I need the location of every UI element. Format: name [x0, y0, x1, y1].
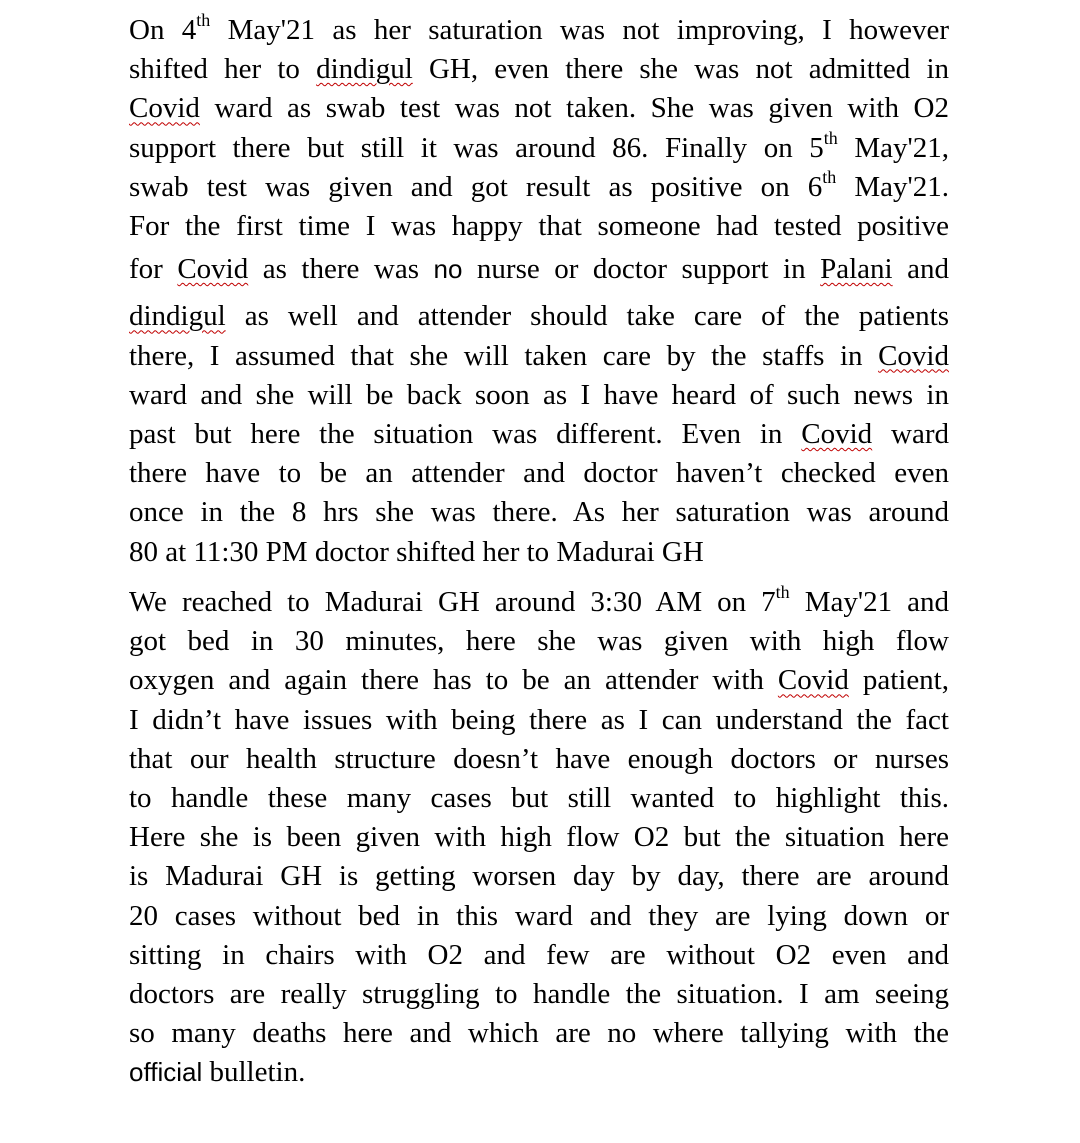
text-line: [129, 898, 949, 934]
superscript: th: [823, 127, 838, 148]
text-run: shifted her to: [129, 53, 317, 86]
text-run: 80 at 11:30 PM doctor shifted her to Madurai GH: [129, 535, 704, 568]
text-line: [129, 1015, 949, 1051]
text-run: ward: [872, 418, 949, 450]
text-run: May'21 and: [789, 586, 949, 618]
text-line: [129, 416, 949, 452]
text-line: [129, 1054, 949, 1090]
text-line: [129, 377, 949, 413]
misspelled-word: Covid: [801, 418, 873, 450]
superscript: th: [196, 10, 211, 31]
text-run: as well and attender should take care of the patients: [225, 300, 949, 333]
text-run: no: [433, 254, 463, 285]
text-line: [129, 534, 949, 570]
text-line: [129, 494, 949, 530]
text-run: that our health structure doesn’t have enough doctors or nurses: [129, 742, 949, 775]
text-run: May'21,: [837, 131, 949, 164]
text-run: 20 cases without bed in this ward and they are lying down or: [129, 899, 949, 932]
text-line: [129, 90, 949, 126]
text-run: bulletin.: [202, 1056, 306, 1089]
text-run: got bed in 30 minutes, here she was given with high flow: [129, 625, 949, 658]
text-run: to handle these many cases but still wanted to highlight this.: [129, 782, 949, 814]
text-run: oxygen and again there has to be an attender with: [129, 664, 778, 697]
misspelled-word: Covid: [177, 253, 249, 286]
text-run: past but here the situation was different. Even in: [129, 418, 802, 450]
superscript: th: [822, 167, 837, 188]
text-line: [129, 127, 949, 166]
text-line: [129, 976, 949, 1012]
text-line: [129, 741, 949, 777]
misspelled-word: Palani: [820, 253, 893, 286]
text-run: and: [892, 253, 949, 286]
text-line: [129, 208, 949, 244]
text-run: as there was: [248, 253, 434, 286]
text-run: On 4: [129, 14, 197, 46]
text-run: swab test was given and got result as positive on 6: [129, 170, 823, 203]
text-line: [129, 819, 949, 855]
text-line: [129, 662, 949, 698]
text-line: [129, 51, 949, 87]
text-run: so many deaths here and which are no where tallying with the: [129, 1017, 949, 1050]
text-line: [129, 623, 949, 659]
superscript: th: [775, 582, 790, 603]
text-run: doctors are really struggling to handle the situation. I am seeing: [129, 978, 949, 1010]
text-run: Here she is been given with high flow O2 but the situation here: [129, 821, 949, 854]
text-line: [129, 858, 949, 894]
text-run: support there but still it was around 86. Finally on 5: [129, 131, 824, 164]
text-line: [129, 298, 949, 334]
text-run: once in the 8 hrs she was there. As her saturation was around: [129, 496, 949, 529]
text-line: [129, 338, 949, 374]
text-run: I didn’t have issues with being there as I can understand the fact: [129, 703, 949, 736]
text-run: for: [129, 253, 178, 286]
text-line: [129, 780, 949, 816]
text-run: GH, even there she was not admitted in: [412, 53, 950, 86]
text-run: patient,: [848, 664, 949, 697]
text-run: May'21.: [836, 170, 949, 203]
text-line: [129, 937, 949, 973]
text-run: there, I assumed that she will taken care by the staffs in: [129, 339, 879, 372]
text-line: [129, 702, 949, 738]
text-run: nurse or doctor support in: [462, 253, 821, 286]
misspelled-word: Covid: [777, 664, 849, 697]
text-run: May'21 as her saturation was not improving, I however: [210, 14, 949, 46]
misspelled-word: dindigul: [316, 53, 413, 86]
misspelled-word: Covid: [878, 339, 949, 372]
text-run: We reached to Madurai GH around 3:30 AM on 7: [129, 586, 776, 618]
text-line: [129, 455, 949, 491]
misspelled-word: Covid: [129, 92, 200, 125]
misspelled-word: dindigul: [129, 300, 226, 333]
text-run: sitting in chairs with O2 and few are without O2 even and: [129, 938, 949, 971]
text-line: [129, 251, 949, 287]
text-run: there have to be an attender and doctor haven’t checked even: [129, 457, 949, 490]
text-run: is Madurai GH is getting worsen day by day, there are around: [129, 860, 949, 893]
text-run: For the first time I was happy that someone had tested positive: [129, 210, 949, 242]
text-line: [129, 584, 949, 620]
text-line: [129, 12, 949, 48]
text-run: official: [129, 1057, 203, 1088]
text-run: ward as swab test was not taken. She was given with O2: [199, 92, 949, 125]
text-run: ward and she will be back soon as I have heard of such news in: [129, 378, 949, 411]
text-line: [129, 169, 949, 205]
